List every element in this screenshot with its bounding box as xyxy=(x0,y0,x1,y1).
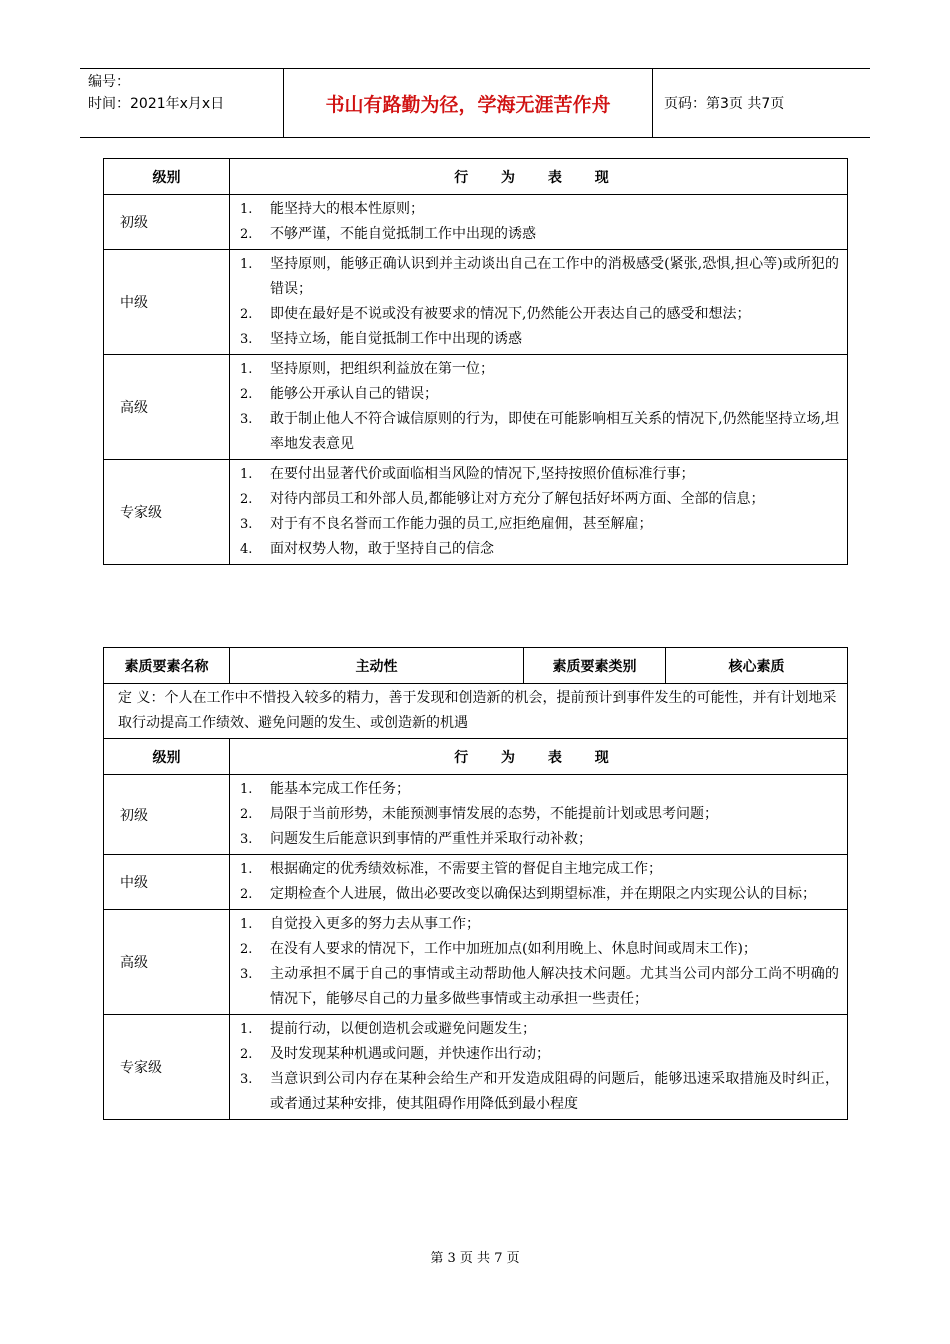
item-number: 2. xyxy=(240,307,253,322)
column-header-level: 级别 xyxy=(104,739,230,775)
behavior-item xyxy=(238,937,839,962)
behavior-item xyxy=(238,882,839,907)
behavior-item xyxy=(238,252,839,302)
level-label: 中级 xyxy=(104,250,230,355)
behavior-item xyxy=(238,962,839,1012)
item-number: 2. xyxy=(240,942,253,957)
behavior-list xyxy=(230,195,848,250)
behavior-list xyxy=(230,910,848,1015)
page-header xyxy=(80,68,870,138)
item-number: 4. xyxy=(240,542,253,557)
item-text: 根据确定的优秀绩效标准，不需要主管的督促自主地完成工作； xyxy=(270,861,662,877)
behavior-item xyxy=(238,462,839,487)
item-text: 坚持原则，能够正确认识到并主动谈出自己在工作中的消极感受(紧张,恐惧,担心等)或所犯的错误； xyxy=(270,256,839,297)
behavior-list xyxy=(230,460,848,565)
behavior-item xyxy=(238,1067,839,1117)
behavior-list xyxy=(230,775,848,855)
item-number: 1. xyxy=(240,1022,253,1037)
element-type-value: 核心素质 xyxy=(666,648,848,684)
header-meta xyxy=(88,71,283,115)
column-header-level: 级别 xyxy=(104,159,230,195)
item-text: 局限于当前形势，未能预测事情发展的态势，不能提前计划或思考问题； xyxy=(270,806,718,822)
element-type-label: 素质要素类别 xyxy=(524,648,666,684)
behavior-item xyxy=(238,512,839,537)
level-label: 初级 xyxy=(104,775,230,855)
level-label: 高级 xyxy=(104,355,230,460)
behavior-list xyxy=(230,250,848,355)
behavior-item xyxy=(238,327,839,352)
item-number: 3. xyxy=(240,967,253,982)
level-row xyxy=(104,250,848,355)
level-label: 中级 xyxy=(104,855,230,910)
level-label: 初级 xyxy=(104,195,230,250)
item-number: 2. xyxy=(240,387,253,402)
item-number: 2. xyxy=(240,492,253,507)
item-text: 在要付出显著代价或面临相当风险的情况下,坚持按照价值标准行事； xyxy=(270,466,695,482)
item-number: 2. xyxy=(240,1047,253,1062)
behavior-item xyxy=(238,487,839,512)
level-row xyxy=(104,1015,848,1120)
behavior-item xyxy=(238,222,839,247)
definition-text: 定 义：个人在工作中不惜投入较多的精力，善于发现和创造新的机会，提前预计到事件发生的可能性，并有计划地采取行动提高工作绩效、避免问题的发生、或创造新的机遇 xyxy=(104,684,848,739)
item-text: 对于有不良名誉而工作能力强的员工,应拒绝雇佣，甚至解雇； xyxy=(270,516,653,532)
item-text: 及时发现某种机遇或问题，并快速作出行动； xyxy=(270,1046,550,1062)
item-number: 1. xyxy=(240,362,253,377)
item-number: 3. xyxy=(240,517,253,532)
level-row xyxy=(104,910,848,1015)
behavior-item xyxy=(238,382,839,407)
item-text: 不够严谨，不能自觉抵制工作中出现的诱惑 xyxy=(270,226,536,242)
item-text: 当意识到公司内存在某种会给生产和开发造成阻碍的问题后，能够迅速采取措施及时纠正，或者通过某种安排，使其阻碍作用降低到最小程度 xyxy=(270,1071,839,1112)
item-text: 主动承担不属于自己的事情或主动帮助他人解决技术问题。尤其当公司内部分工尚不明确的情况下，能够尽自己的力量多做些事情或主动承担一些责任； xyxy=(270,966,839,1007)
behavior-item xyxy=(238,857,839,882)
code-label: 编号： xyxy=(88,74,130,90)
page-footer: 第 3 页 共 7 页 xyxy=(430,1251,520,1266)
level-label: 专家级 xyxy=(104,460,230,565)
behavior-table-initiative xyxy=(103,647,848,1120)
behavior-item xyxy=(238,197,839,222)
behavior-list xyxy=(230,1015,848,1120)
page-indicator: 页码：第3页 共7页 xyxy=(664,96,785,112)
item-number: 2. xyxy=(240,887,253,902)
item-number: 1. xyxy=(240,467,253,482)
item-number: 3. xyxy=(240,1072,253,1087)
behavior-item xyxy=(238,407,839,457)
item-text: 问题发生后能意识到事情的严重性并采取行动补救； xyxy=(270,831,592,847)
item-number: 1. xyxy=(240,782,253,797)
behavior-item xyxy=(238,1017,839,1042)
behavior-item xyxy=(238,357,839,382)
item-text: 能基本完成工作任务； xyxy=(270,781,410,797)
level-row xyxy=(104,855,848,910)
item-text: 敢于制止他人不符合诚信原则的行为，即使在可能影响相互关系的情况下,仍然能坚持立场,坦率地发表意见 xyxy=(270,411,839,452)
item-number: 3. xyxy=(240,412,253,427)
item-number: 3. xyxy=(240,832,253,847)
behavior-item xyxy=(238,302,839,327)
header-motto: 书山有路勤为径，学海无涯苦作舟 xyxy=(325,93,611,116)
behavior-item xyxy=(238,537,839,562)
item-text: 对待内部员工和外部人员,都能够让对方充分了解包括好坏两方面、全部的信息； xyxy=(270,491,765,507)
item-text: 定期检查个人进展，做出必要改变以确保达到期望标准，并在期限之内实现公认的目标； xyxy=(270,886,816,902)
column-header-behavior: 行 为 表 现 xyxy=(230,739,848,775)
time-label: 时间：2021年x月x日 xyxy=(88,96,225,112)
level-label: 专家级 xyxy=(104,1015,230,1120)
item-text: 坚持立场，能自觉抵制工作中出现的诱惑 xyxy=(270,331,522,347)
behavior-list xyxy=(230,855,848,910)
item-number: 1. xyxy=(240,917,253,932)
behavior-item xyxy=(238,827,839,852)
item-text: 面对权势人物，敢于坚持自己的信念 xyxy=(270,541,494,557)
behavior-item xyxy=(238,912,839,937)
level-row xyxy=(104,460,848,565)
column-header-behavior: 行 为 表 现 xyxy=(230,159,848,195)
item-number: 2. xyxy=(240,807,253,822)
header-divider xyxy=(652,69,653,137)
item-number: 1. xyxy=(240,862,253,877)
level-label: 高级 xyxy=(104,910,230,1015)
element-name-value: 主动性 xyxy=(230,648,524,684)
behavior-table-integrity xyxy=(103,158,848,565)
level-row xyxy=(104,195,848,250)
item-number: 3. xyxy=(240,332,253,347)
item-text: 能够公开承认自己的错误； xyxy=(270,386,438,402)
item-number: 1. xyxy=(240,202,253,217)
level-row xyxy=(104,775,848,855)
item-text: 自觉投入更多的努力去从事工作； xyxy=(270,916,480,932)
behavior-item xyxy=(238,777,839,802)
behavior-item xyxy=(238,1042,839,1067)
item-text: 在没有人要求的情况下，工作中加班加点(如利用晚上、休息时间或周末工作)； xyxy=(270,941,757,957)
item-text: 即使在最好是不说或没有被要求的情况下,仍然能公开表达自己的感受和想法； xyxy=(270,306,751,322)
item-text: 坚持原则，把组织利益放在第一位； xyxy=(270,361,494,377)
element-name-label: 素质要素名称 xyxy=(104,648,230,684)
item-text: 能坚持大的根本性原则； xyxy=(270,201,424,217)
item-number: 2. xyxy=(240,227,253,242)
behavior-item xyxy=(238,802,839,827)
item-number: 1. xyxy=(240,257,253,272)
behavior-list xyxy=(230,355,848,460)
item-text: 提前行动，以便创造机会或避免问题发生； xyxy=(270,1021,536,1037)
level-row xyxy=(104,355,848,460)
